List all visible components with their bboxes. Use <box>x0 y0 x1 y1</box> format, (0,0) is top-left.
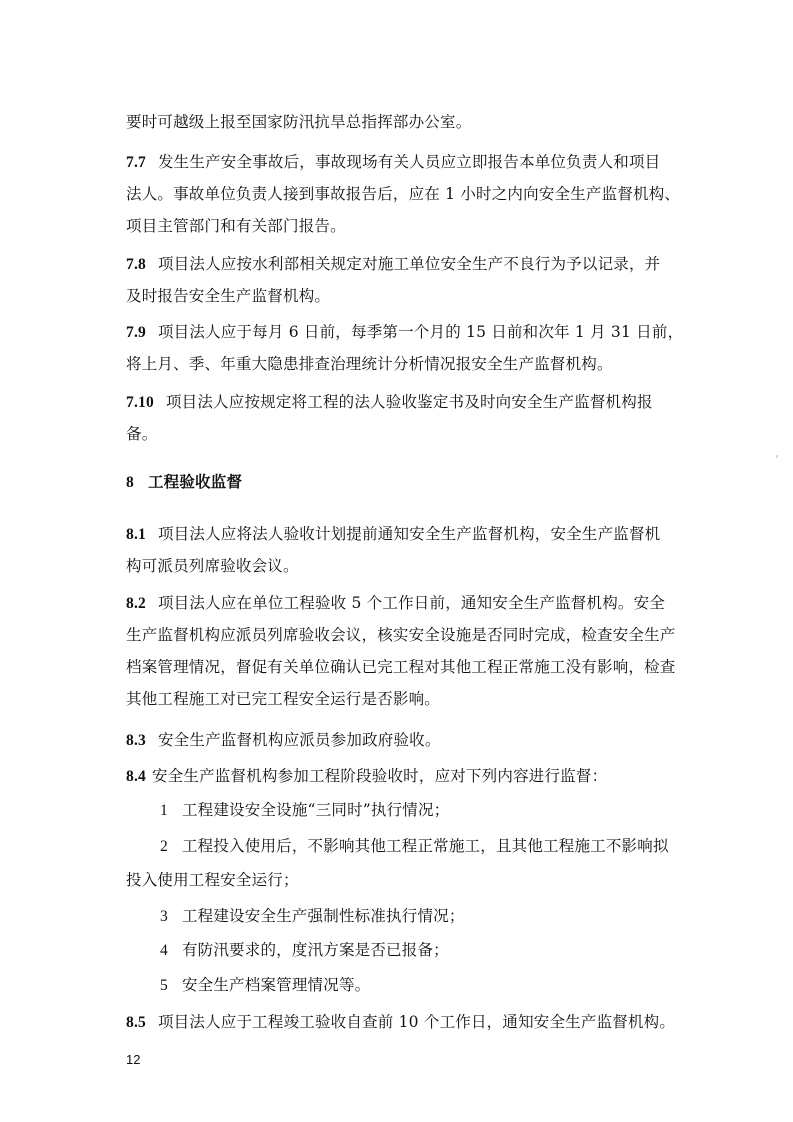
clause-text: 项目主管部门和有关部门报告。 <box>126 217 346 235</box>
clause-number: 8.1 <box>126 526 146 543</box>
list-item-number: 4 <box>160 942 168 959</box>
list-item-3 <box>160 906 720 927</box>
clause-number: 7.7 <box>126 154 146 171</box>
clause-8-5-line-1 <box>126 1012 686 1033</box>
clause-text: 构可派员列席验收会议。 <box>126 557 299 575</box>
list-item-text: 工程建设安全设施“三同时”执行情况； <box>181 801 450 819</box>
clause-text: 项目法人应于工程竣工验收自查前 10 个工作日，通知安全生产监督机构。 <box>157 1013 676 1031</box>
clause-text: 备。 <box>126 425 158 443</box>
clause-8-2-line-3 <box>126 657 686 677</box>
list-item-number: 2 <box>160 838 168 855</box>
clause-7-8-line-2 <box>126 286 686 306</box>
clause-7-7-line-3 <box>126 216 686 236</box>
clause-8-1-line-2 <box>126 556 686 576</box>
clause-text: 项目法人应于每月 6 日前，每季第一个月的 15 日前和次年 1 月 31 日前， <box>157 323 684 341</box>
clause-8-2-line-4 <box>126 689 686 709</box>
list-item-text: 安全生产档案管理情况等。 <box>181 976 371 994</box>
clause-number: 8.3 <box>126 732 146 749</box>
list-item-text: 工程投入使用后，不影响其他工程正常施工，且其他工程施工不影响拟 <box>181 837 669 855</box>
section-title: 工程验收监督 <box>147 473 243 491</box>
clause-text: 将上月、季、年重大隐患排查治理统计分析情况报安全生产监督机构。 <box>126 355 613 373</box>
list-item-text: 工程建设安全生产强制性标准执行情况； <box>181 907 465 925</box>
page-number: 12 <box>126 1052 141 1067</box>
list-item-number: 1 <box>160 802 168 819</box>
clause-7-10-line-2 <box>126 424 686 444</box>
clause-8-2-line-2 <box>126 625 686 645</box>
clause-text: 档案管理情况，督促有关单位确认已完工程对其他工程正常施工没有影响，检查 <box>126 658 676 676</box>
clause-text: 项目法人应按规定将工程的法人验收鉴定书及时向安全生产监督机构报 <box>165 393 653 411</box>
clause-text: 法人。事故单位负责人接到事故报告后，应在 1 小时之内向安全生产监督机构、 <box>126 185 681 203</box>
clause-7-8-line-1 <box>126 254 686 275</box>
section-number: 8 <box>126 474 134 491</box>
clause-text: 项目法人应将法人验收计划提前通知安全生产监督机构，安全生产监督机 <box>157 525 661 543</box>
clause-text: 安全生产监督机构参加工程阶段验收时，应对下列内容进行监督： <box>151 767 608 785</box>
list-item-1 <box>160 800 720 821</box>
intro-line <box>126 112 686 132</box>
clause-text: 项目法人应在单位工程验收 5 个工作日前，通知安全生产监督机构。安全 <box>157 594 666 612</box>
list-item-text: 有防汛要求的，度汛方案是否已报备； <box>181 941 449 959</box>
clause-7-7-line-1 <box>126 152 686 173</box>
clause-7-10-line-1 <box>126 392 686 413</box>
list-item-5 <box>160 975 720 996</box>
clause-7-7-line-2 <box>126 184 686 204</box>
clause-number: 7.8 <box>126 256 146 273</box>
list-item-4 <box>160 940 720 961</box>
list-item-2-line-2 <box>126 870 686 890</box>
clause-text: 其他工程施工对已完工程安全运行是否影响。 <box>126 690 441 708</box>
clause-number: 8.4 <box>126 768 146 785</box>
list-item-number: 3 <box>160 908 168 925</box>
intro-text: 要时可越级上报至国家防汛抗旱总指挥部办公室。 <box>126 113 472 131</box>
scan-speck <box>776 455 778 458</box>
clause-text: 发生生产安全事故后，事故现场有关人员应立即报告本单位负责人和项目 <box>157 153 661 171</box>
clause-8-3-line-1 <box>126 730 686 751</box>
list-item-2-line-1 <box>160 836 720 857</box>
clause-text: 及时报告安全生产监督机构。 <box>126 287 331 305</box>
clause-8-1-line-1 <box>126 524 686 545</box>
clause-8-4-line-1 <box>126 766 686 787</box>
clause-number: 8.5 <box>126 1014 146 1031</box>
clause-text: 项目法人应按水利部相关规定对施工单位安全生产不良行为予以记录，并 <box>157 255 661 273</box>
clause-7-9-line-1 <box>126 322 686 343</box>
list-item-text: 投入使用工程安全运行； <box>126 871 299 889</box>
clause-7-9-line-2 <box>126 354 686 374</box>
clause-number: 7.9 <box>126 324 146 341</box>
clause-8-2-line-1 <box>126 593 686 614</box>
clause-number: 8.2 <box>126 595 146 612</box>
section-heading <box>126 472 686 493</box>
clause-text: 生产监督机构应派员列席验收会议，核实安全设施是否同时完成，检查安全生产 <box>126 626 676 644</box>
clause-text: 安全生产监督机构应派员参加政府验收。 <box>157 731 441 749</box>
list-item-number: 5 <box>160 977 168 994</box>
clause-number: 7.10 <box>126 394 154 411</box>
